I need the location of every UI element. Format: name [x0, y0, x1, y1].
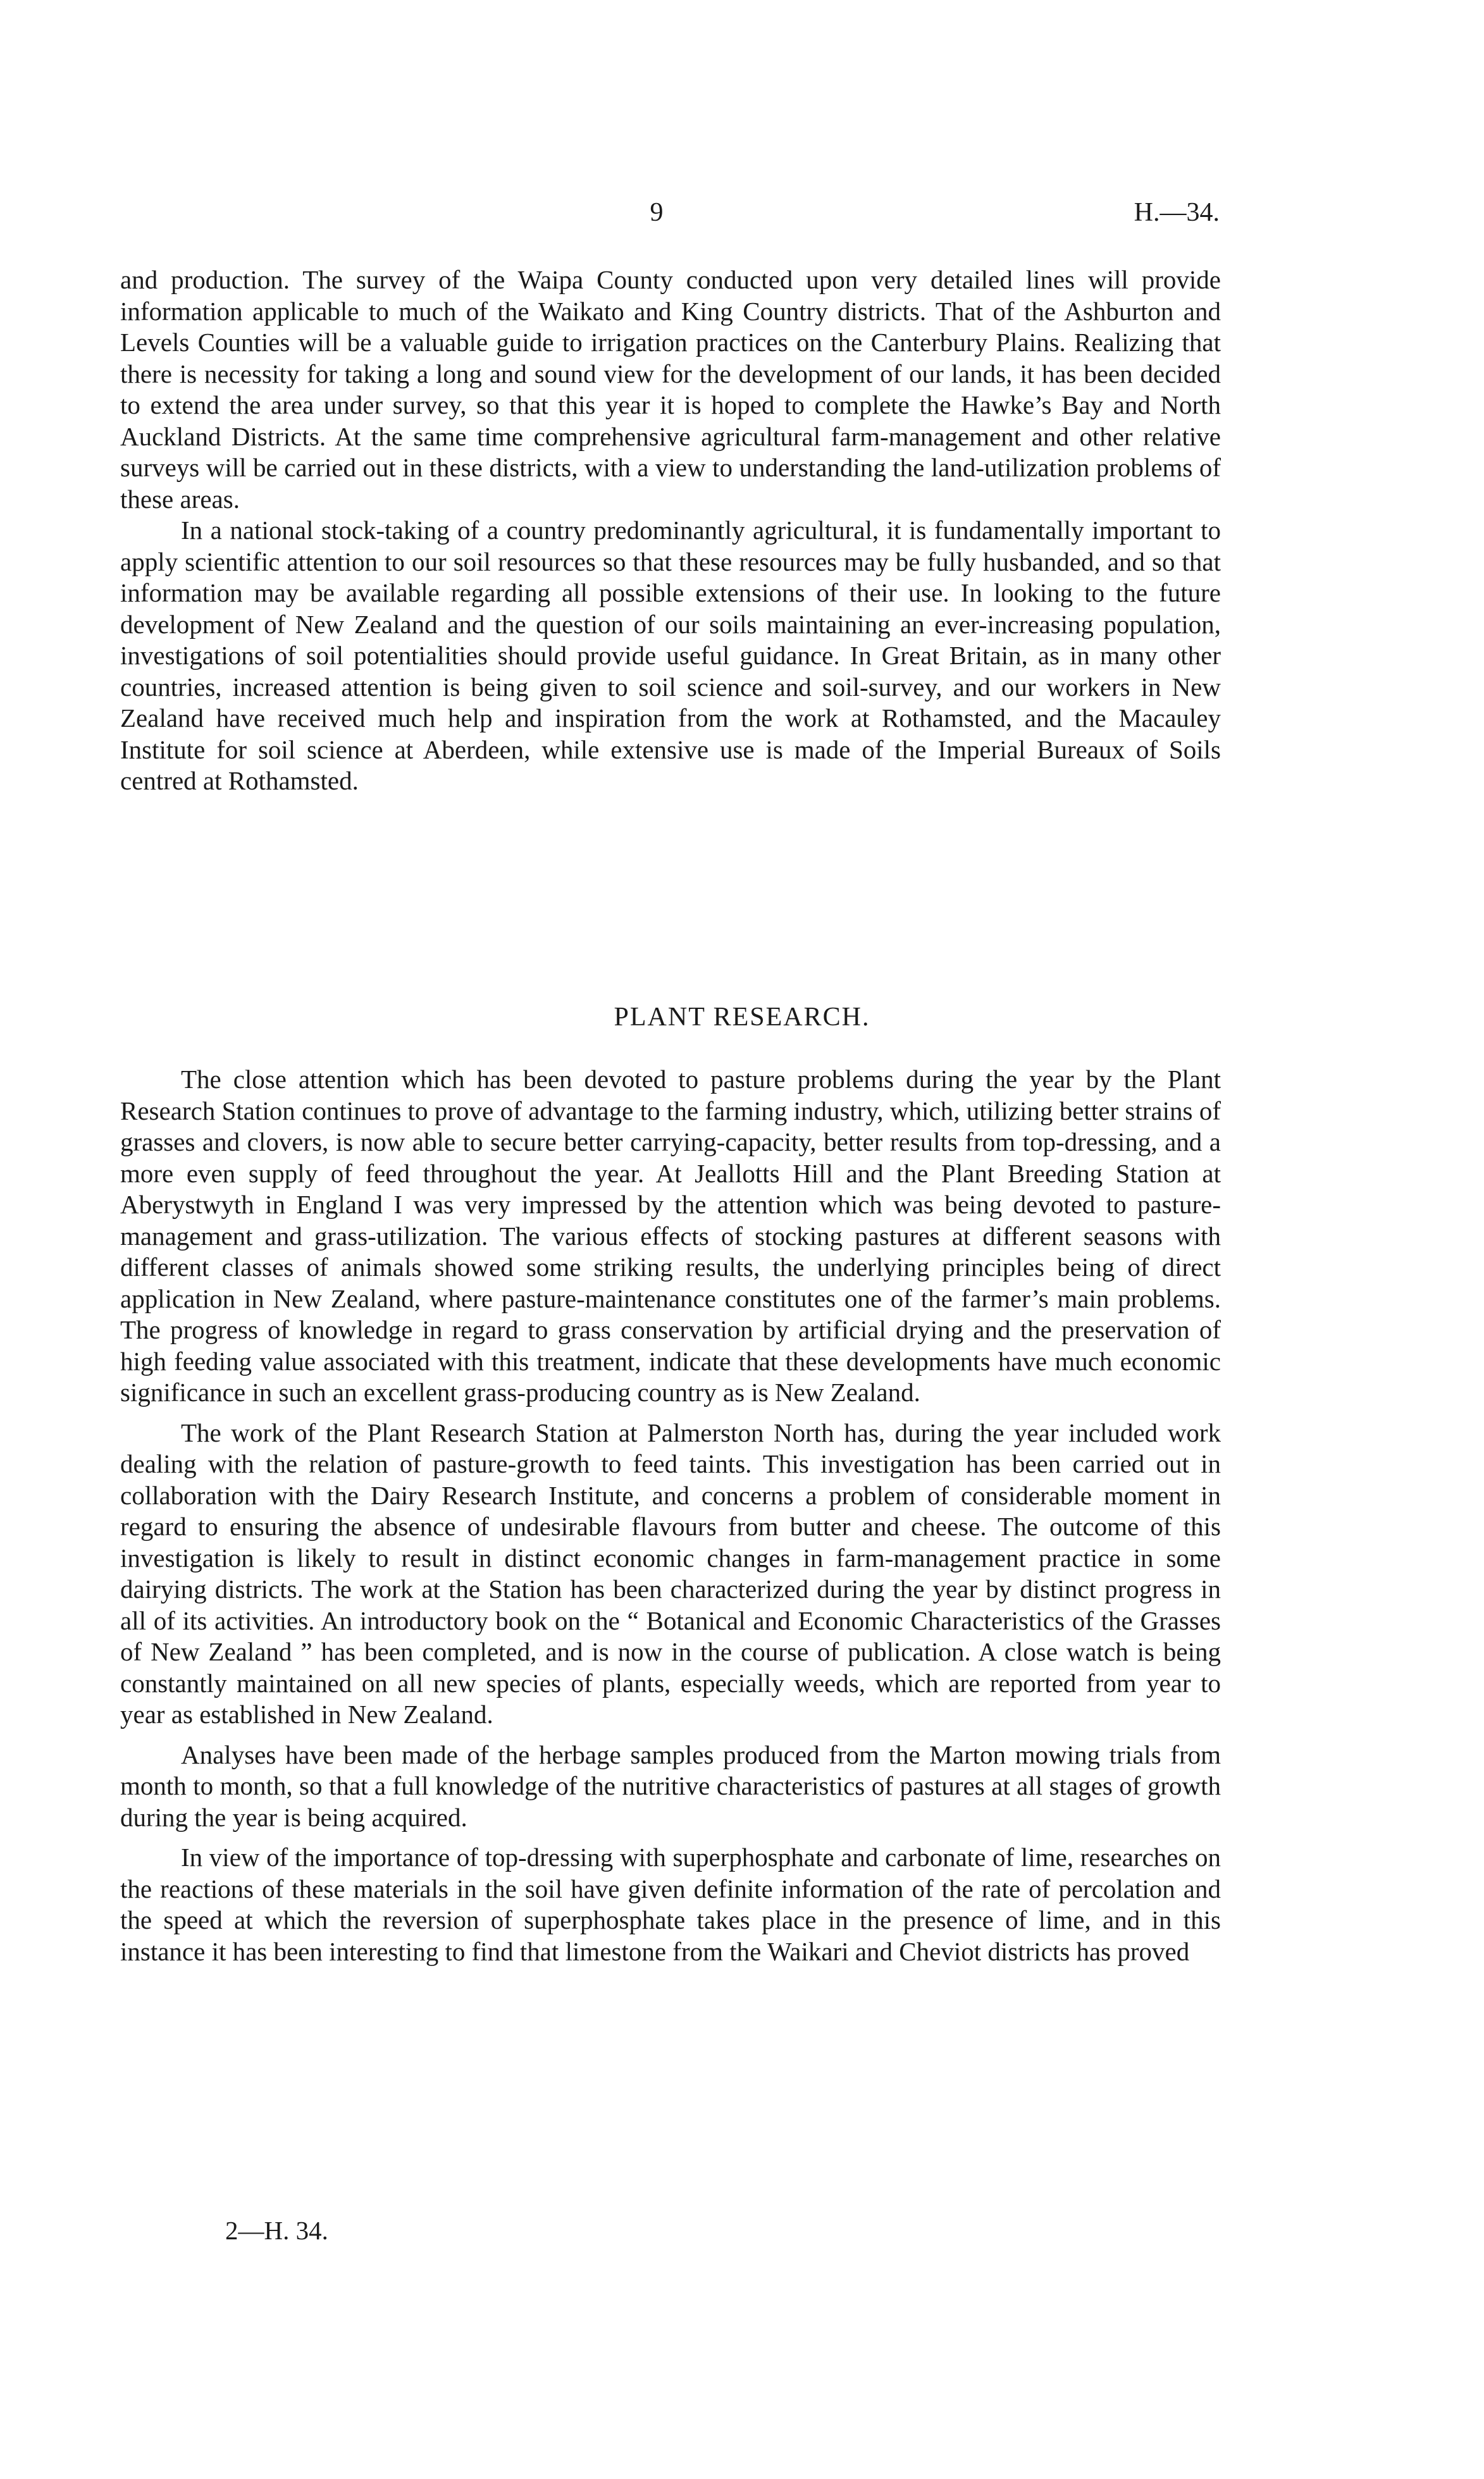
section-heading-plant-research: PLANT RESEARCH. — [614, 1003, 870, 1032]
footer-signature-mark: 2—H. 34. — [225, 2216, 328, 2245]
paragraph-continuation: and production. The survey of the Waipa County conducted upon very detailed lines will provide information applicable to much of the Waikato and King Country districts. That of the Ashburton and Levels Counties will be a valuable guide to irrigation practices on the Canterbury Plains. Realizing that there is necessity for taking a long and sound view for the development of our lands, it has been decided to extend the area under survey, so that this year it is hoped to complete the Hawke’s Bay and North Auckland Districts. At the same time comprehensive agricultural farm-management and other relative surveys will be carried out in these districts, with a view to understanding the land-utilization problems of these areas. — [120, 265, 1221, 514]
page-number: 9 — [650, 198, 664, 227]
paragraph-soil-resources: In a national stock-taking of a country predominantly agricultural, it is fundamentally important to apply scientific attention to our soil resources so that these resources may be fully husbanded, and so that information may be available regarding all possible extensions of their use. In looking to the future development of New Zealand and the question of our soils maintaining an ever-increasing population, investigations of soil potentialities should provide useful guidance. In Great Britain, as in many other countries, increased attention is being given to soil science and soil-survey, and our workers in New Zealand have received much help and inspiration from the work at Rothamsted, and the Macauley Institute for soil science at Aberdeen, while extensive use is made of the Imperial Bureaux of Soils centred at Rothamsted. — [120, 516, 1221, 795]
paragraph-marton-analyses: Analyses have been made of the herbage samples produced from the Marton mowing trials from month to month, so that a full knowledge of the nutritive characteristics of pastures at all stages of growth during the year is being acquired. — [120, 1740, 1221, 1832]
plant-research-text-block — [120, 1064, 1221, 1967]
document-reference: H.—34. — [1134, 198, 1220, 227]
paragraph-top-dressing: In view of the importance of top-dressing with superphosphate and carbonate of lime, researches on the reactions of these materials in the soil have given definite information of the rate of percolation and the speed at which the reversion of superphosphate takes place in the presence of lime, and in this instance it has been interesting to find that limestone from the Waikari and Cheviot districts has proved — [120, 1843, 1221, 1966]
intro-text-block — [120, 264, 1221, 797]
paragraph-palmerston-north: The work of the Plant Research Station at Palmerston North has, during the year included work dealing with the relation of pasture-growth to feed taints. This investigation has been carried out in collaboration with the Dairy Research Institute, and concerns a problem of considerable moment in regard to ensuring the absence of undesirable flavours from butter and cheese. The outcome of this investigation is likely to result in distinct economic changes in farm-management practice in some dairying districts. The work at the Station has been characterized during the year by distinct progress in all of its activities. An introductory book on the “ Botanical and Economic Characteristics of the Grasses of New Zealand ” has been completed, and is now in the course of publication. A close watch is being constantly maintained on all new species of plants, especially weeds, which are reported from year to year as established in New Zealand. — [120, 1418, 1221, 1729]
paragraph-pasture-problems: The close attention which has been devoted to pasture problems during the year by the Plant Research Station continues to prove of advantage to the farming industry, which, utilizing better strains of grasses and clovers, is now able to secure better carrying-capacity, better results from top-dressing, and a more even supply of feed throughout the year. At Jeallotts Hill and the Plant Breeding Station at Aberystwyth in England I was very impressed by the attention which was being devoted to pasture-management and grass-utilization. The various effects of stocking pastures at different seasons with different classes of animals showed some striking results, the underlying principles being of direct application in New Zealand, where pasture-maintenance constitutes one of the farmer’s main problems. The progress of knowledge in regard to grass conservation by artificial drying and the preservation of high feeding value associated with this treatment, indicate that these developments have much economic significance in such an excellent grass-producing country as is New Zealand. — [120, 1065, 1221, 1407]
